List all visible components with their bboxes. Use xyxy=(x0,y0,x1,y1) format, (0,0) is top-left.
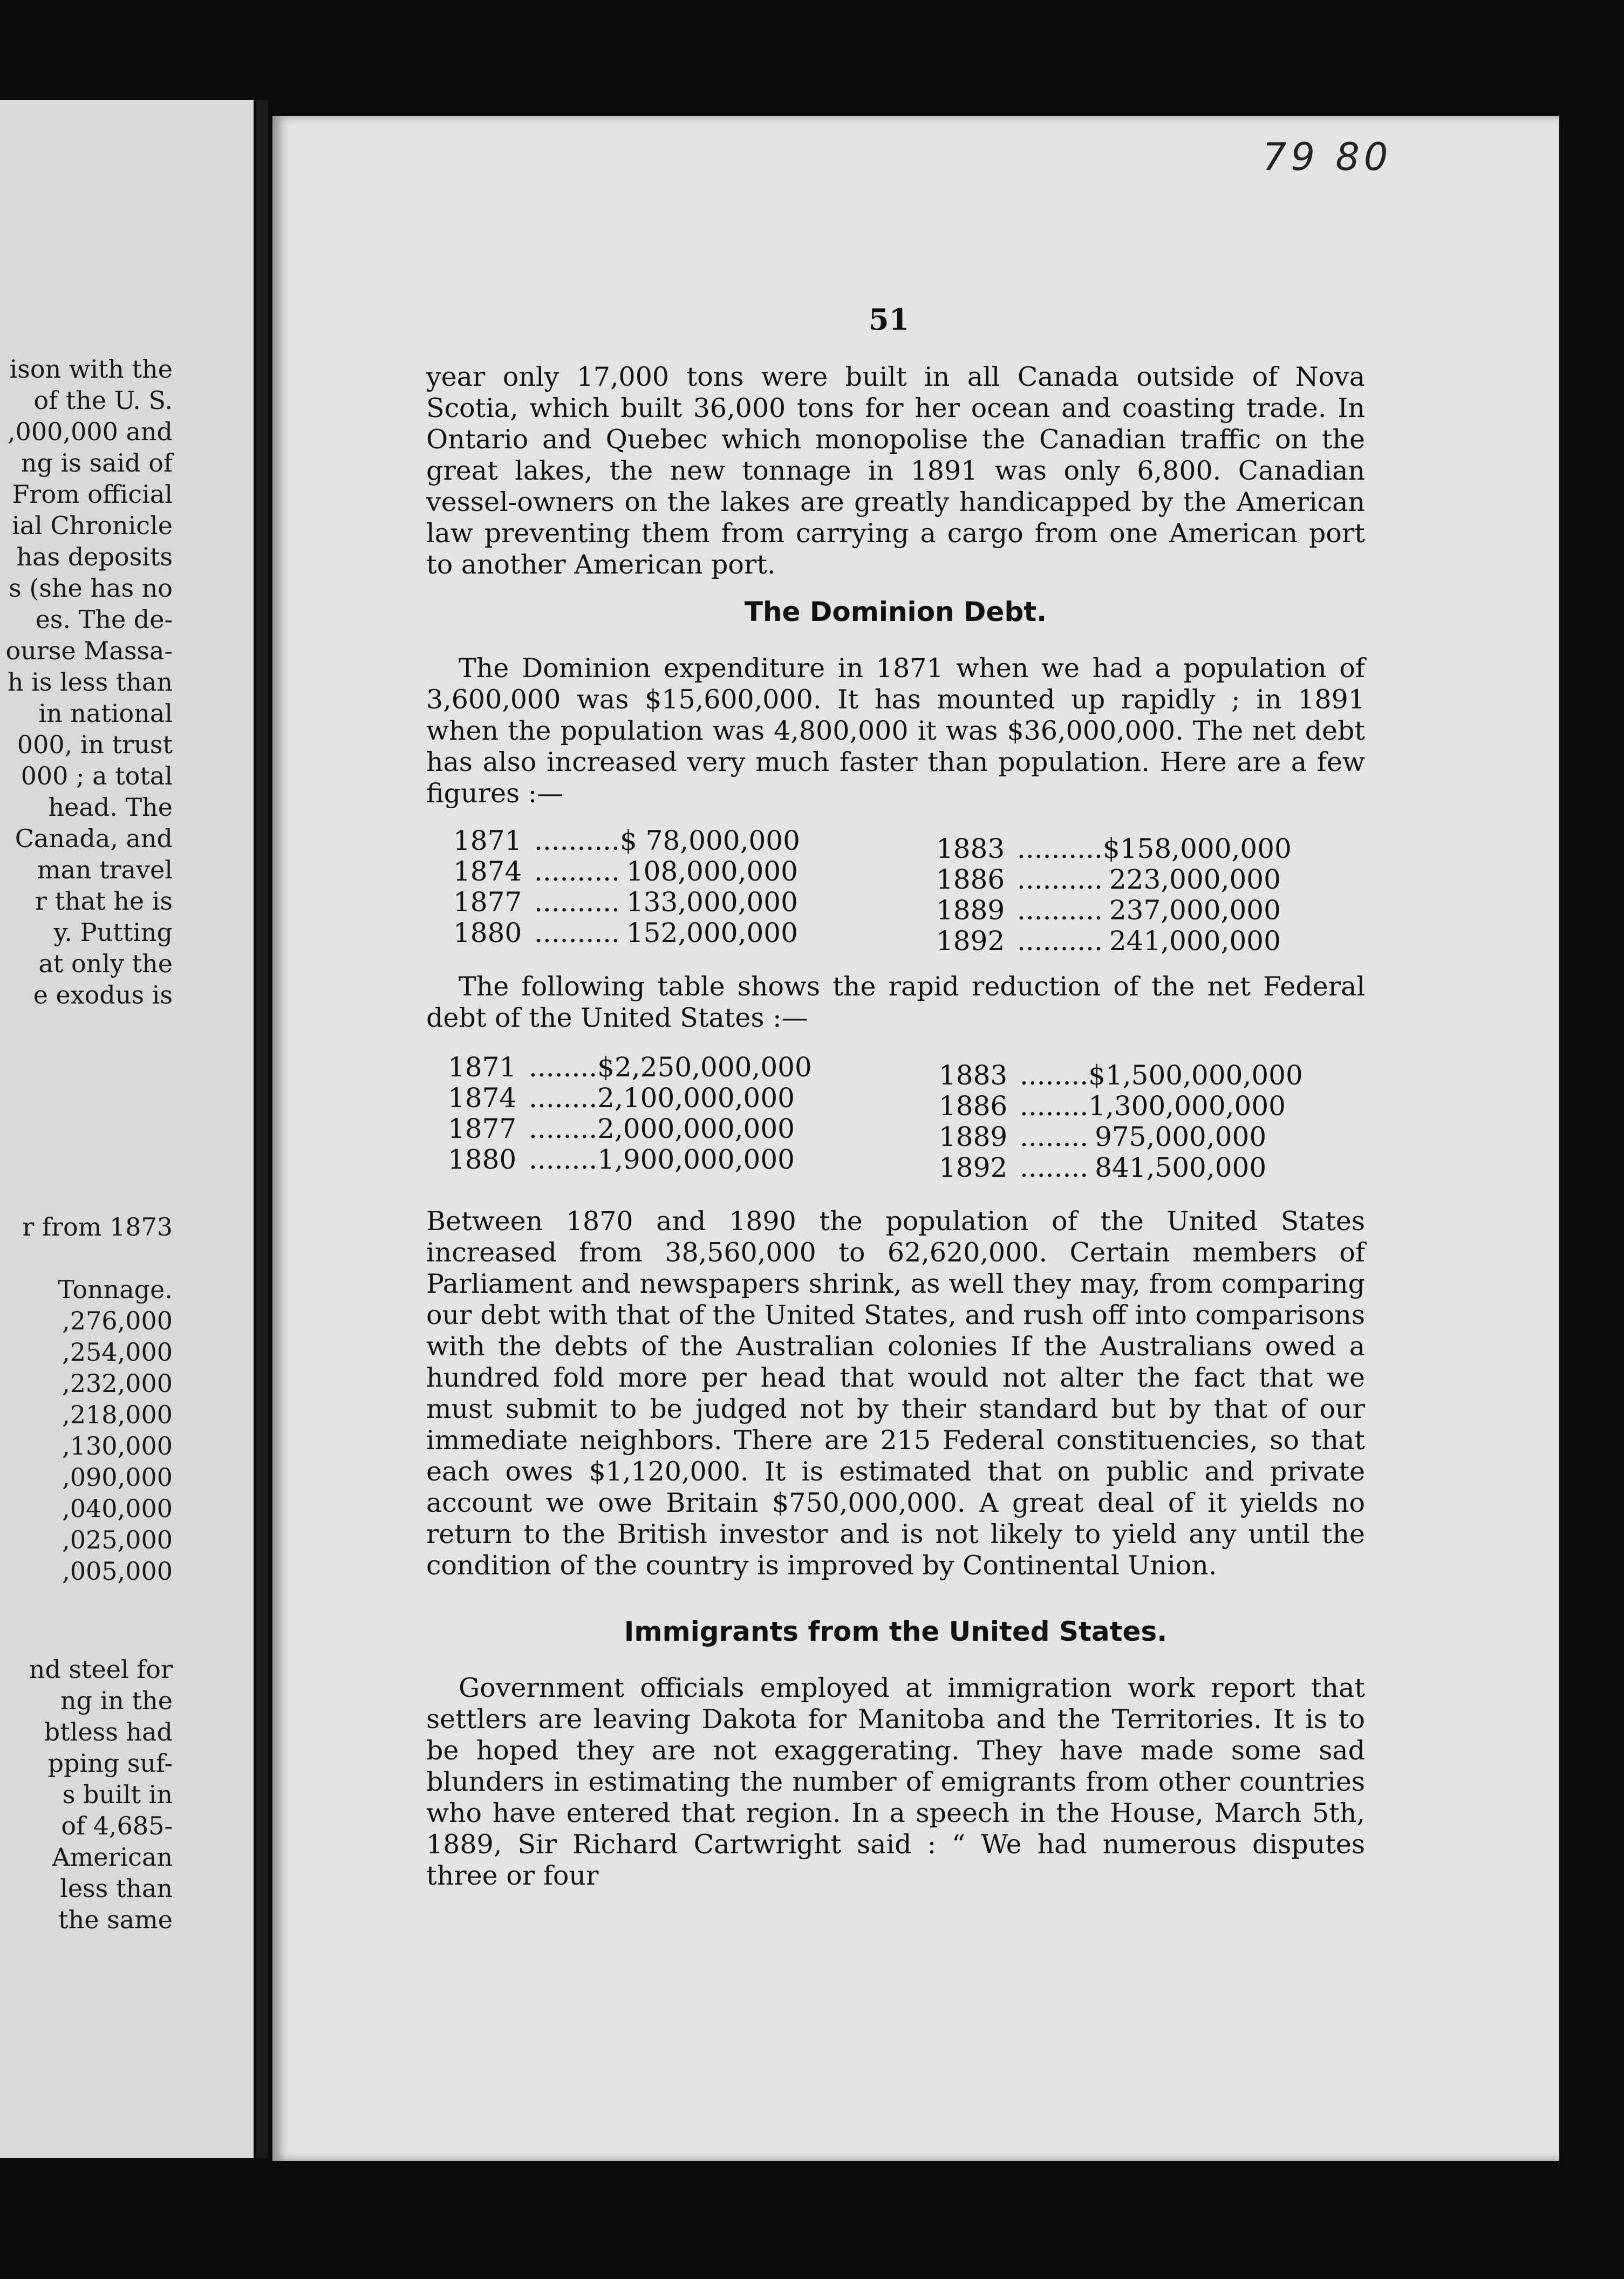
table-row xyxy=(448,1114,812,1144)
table-row xyxy=(448,1083,812,1114)
table-year: 1892 xyxy=(939,1152,1008,1183)
left-page-line: Tonnage. xyxy=(58,1275,173,1304)
table-value: 2,000,000,000 xyxy=(597,1113,795,1144)
table-leader-dots: ........ xyxy=(529,1113,598,1144)
left-page-text-block-1 xyxy=(0,353,173,1011)
left-page-line: s (she has no xyxy=(9,574,173,603)
table-value: 241,000,000 xyxy=(1109,925,1281,957)
paragraph-us-debt-intro xyxy=(426,971,1365,1034)
handwritten-page-note: 79 80 xyxy=(1263,135,1393,179)
table-year: 1871 xyxy=(453,825,522,856)
left-page-line: ,000,000 and xyxy=(8,417,173,446)
table-row xyxy=(939,1152,1303,1183)
table-year: 1883 xyxy=(936,833,1005,864)
table-leader-dots: ........ xyxy=(529,1144,598,1175)
table-row xyxy=(936,864,1292,895)
table-leader-dots: .......... xyxy=(1017,895,1103,926)
book-gutter xyxy=(256,100,268,2158)
table-leader-dots: .......... xyxy=(534,856,620,887)
table-leader-dots: .......... xyxy=(1017,925,1103,957)
paragraph-population-comparison xyxy=(426,1206,1365,1581)
table-leader-dots: ........ xyxy=(1020,1060,1089,1091)
left-page-line: es. The de- xyxy=(35,605,173,634)
left-page-text-block-2 xyxy=(0,1211,173,1587)
table-leader-dots: .......... xyxy=(534,886,620,918)
table-year: 1892 xyxy=(936,925,1005,957)
table-year: 1880 xyxy=(453,917,522,949)
us-debt-table-right xyxy=(939,1060,1303,1183)
table-value: 975,000,000 xyxy=(1095,1121,1267,1152)
table-leader-dots: .......... xyxy=(534,825,620,856)
left-page-line: pping suf- xyxy=(47,1749,173,1778)
table-year: 1886 xyxy=(939,1090,1008,1122)
table-leader-dots: .......... xyxy=(1017,833,1103,864)
left-page-line: ,025,000 xyxy=(62,1525,173,1554)
left-page-line: less than xyxy=(60,1874,173,1903)
left-page-line: the same xyxy=(58,1905,173,1934)
table-value: 133,000,000 xyxy=(626,886,798,918)
left-page-line: ,130,000 xyxy=(62,1431,173,1461)
table-value: 237,000,000 xyxy=(1109,895,1281,926)
table-value: 108,000,000 xyxy=(626,856,798,887)
left-page-line: ,232,000 xyxy=(62,1369,173,1398)
left-page-line: at only the xyxy=(38,949,173,978)
left-page-line: head. The xyxy=(48,793,173,822)
left-page-line: ial Chronicle xyxy=(11,511,173,540)
table-row xyxy=(453,825,800,856)
left-page-line: nd steel for xyxy=(29,1655,173,1684)
left-page-line: Canada, and xyxy=(15,824,173,853)
paragraph-text: Between 1870 and 1890 the population of the United States increased from 38,560,000 to 62,620,000. Certain members of Parliament and newspapers shrink, as well they may, from comparing our debt with that of the United States, and rush off into comparisons with the debts of the Australian colonies If the Australians owed a hundred fold more per head that would not alter the fact that we must submit to be judged not by their standard but by that of our immediate neighbors. There are 215 Federal constituencies, so that each owes $1,120,000. It is estimated that on public and private account we owe Britain $750,000,000. A great deal of it yields no return to the British investor and is not likely to yield any until the condition of the country is improved by Continental Union. xyxy=(426,1206,1365,1581)
left-page-line: From official xyxy=(12,480,173,509)
paragraph-text: year only 17,000 tons were built in all Canada outside of Nova Scotia, which built 36,000 tons for her ocean and coasting trade. In Ontario and Quebec which monopolise the Canadian traffic on the great lakes, the new tonnage in 1891 was only 6,800. Canadian vessel-owners on the lakes are greatly handicapped by the American law preventing them from carrying a cargo from one American port to another American port. xyxy=(426,361,1365,580)
paragraph-text: The Dominion expenditure in 1871 when we had a population of 3,600,000 was $15,600,000. It has mounted up rapidly ; in 1891 when the population was 4,800,000 it was $36,000,000. The net debt has also increased very much faster than population. Here are a few figures :— xyxy=(426,653,1365,809)
left-page-text-block-3 xyxy=(0,1654,173,1935)
table-value: 2,100,000,000 xyxy=(597,1082,795,1114)
left-page-line: 000 ; a total xyxy=(21,761,173,790)
table-leader-dots: ........ xyxy=(1020,1152,1089,1183)
paragraph-text: The following table shows the rapid reduction of the net Federal debt of the United States :— xyxy=(426,971,1365,1033)
left-page-line: ourse Massa- xyxy=(5,636,173,665)
table-row xyxy=(448,1052,812,1083)
dominion-debt-table-right xyxy=(936,834,1292,957)
heading-immigrants: Immigrants from the United States. xyxy=(624,1616,1168,1647)
table-year: 1880 xyxy=(448,1144,517,1175)
table-year: 1889 xyxy=(939,1121,1008,1152)
table-row xyxy=(936,926,1292,957)
left-page-line xyxy=(0,1243,173,1274)
left-page-line: ,218,000 xyxy=(62,1400,173,1429)
paragraph-shipbuilding xyxy=(426,361,1365,581)
dominion-debt-table-left xyxy=(453,825,800,949)
left-page-line: in national xyxy=(38,699,173,728)
table-row xyxy=(453,887,800,918)
table-value: 223,000,000 xyxy=(1109,864,1281,895)
table-leader-dots: ........ xyxy=(1020,1121,1089,1152)
table-row xyxy=(453,918,800,949)
table-year: 1877 xyxy=(453,886,522,918)
table-leader-dots: ........ xyxy=(1020,1090,1089,1122)
table-year: 1871 xyxy=(448,1052,517,1083)
table-row xyxy=(939,1091,1303,1122)
table-year: 1883 xyxy=(939,1060,1008,1091)
paragraph-dominion-expenditure xyxy=(426,653,1365,809)
left-page-line: 000, in trust xyxy=(17,730,173,759)
left-page-line: s built in xyxy=(62,1780,173,1809)
left-page-line: ,005,000 xyxy=(62,1557,173,1586)
table-value: $2,250,000,000 xyxy=(597,1052,812,1083)
left-page-line: man travel xyxy=(37,855,173,884)
left-page-line: y. Putting xyxy=(53,918,173,947)
table-value: 1,900,000,000 xyxy=(597,1144,795,1175)
left-page-line: ng is said of xyxy=(21,448,173,477)
left-page-line: r from 1873 xyxy=(22,1212,173,1241)
left-page-line: ,040,000 xyxy=(62,1494,173,1523)
table-value: $158,000,000 xyxy=(1102,833,1292,864)
left-page-line: ison with the xyxy=(9,354,173,384)
us-debt-table-left xyxy=(448,1052,812,1175)
left-page-line: ng in the xyxy=(60,1686,173,1715)
left-page-line: ,276,000 xyxy=(62,1306,173,1335)
table-year: 1874 xyxy=(453,856,522,887)
table-row xyxy=(936,895,1292,926)
table-value: 152,000,000 xyxy=(626,917,798,949)
table-value: 841,500,000 xyxy=(1095,1152,1267,1183)
left-page-line: of the U. S. xyxy=(33,386,173,415)
table-year: 1886 xyxy=(936,864,1005,895)
table-leader-dots: .......... xyxy=(1017,864,1103,895)
table-leader-dots: ........ xyxy=(529,1082,598,1114)
table-row xyxy=(448,1144,812,1175)
paragraph-immigration xyxy=(426,1673,1365,1892)
left-page-line: e exodus is xyxy=(33,980,173,1009)
left-page-line: has deposits xyxy=(16,542,173,571)
table-row xyxy=(939,1060,1303,1091)
heading-dominion-debt: The Dominion Debt. xyxy=(744,596,1047,627)
table-year: 1889 xyxy=(936,895,1005,926)
table-row xyxy=(453,856,800,887)
table-row xyxy=(939,1122,1303,1152)
left-page-line: American xyxy=(52,1843,173,1872)
left-page-line: r that he is xyxy=(35,886,173,916)
paragraph-text: Government officials employed at immigration work report that settlers are leaving Dakota for Manitoba and the Territories. It is to be hoped they are not exaggerating. They have made some sad blunders in estimating the number of emigrants from other countries who have entered that region. In a speech in the House, March 5th, 1889, Sir Richard Cartwright said : “ We had numerous disputes three or four xyxy=(426,1673,1365,1891)
left-page-line: h is less than xyxy=(7,667,173,697)
page-number: 51 xyxy=(869,302,910,337)
table-leader-dots: .......... xyxy=(534,917,620,949)
left-page-line: ,090,000 xyxy=(62,1463,173,1492)
left-page-line: of 4,685- xyxy=(61,1811,173,1840)
left-page xyxy=(0,100,254,2158)
left-page-line: btless had xyxy=(44,1717,173,1746)
table-value: $1,500,000,000 xyxy=(1088,1060,1303,1091)
table-year: 1877 xyxy=(448,1113,517,1144)
table-year: 1874 xyxy=(448,1082,517,1114)
left-page-line: ,254,000 xyxy=(62,1338,173,1367)
table-row xyxy=(936,834,1292,864)
table-value: 1,300,000,000 xyxy=(1088,1090,1286,1122)
table-leader-dots: ........ xyxy=(529,1052,598,1083)
table-value: $ 78,000,000 xyxy=(619,825,800,856)
